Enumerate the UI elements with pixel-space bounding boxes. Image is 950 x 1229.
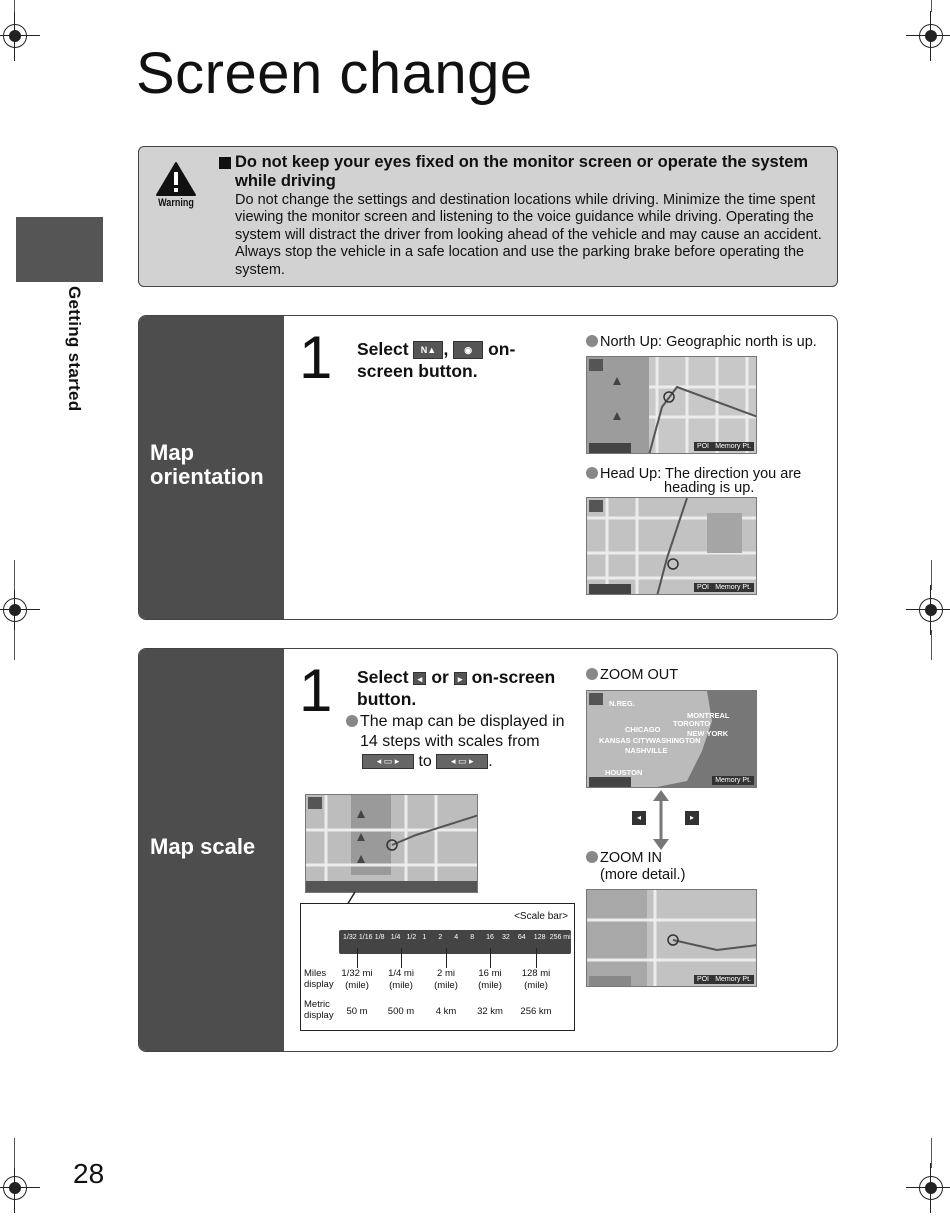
scale-note-line2: 14 steps with scales from [360, 733, 540, 750]
registration-mark-icon [914, 19, 948, 53]
heading-up-button-icon: ◉ [453, 341, 483, 359]
memory-point-button: Memory Pt. [712, 975, 754, 984]
gray-bullet-icon [586, 467, 598, 479]
map-illustration [587, 357, 757, 454]
miles-value: 128 mi (mile) [521, 968, 551, 991]
metric-value: 256 km [520, 1006, 552, 1017]
scale-bar-tick-label: 16 [486, 934, 494, 941]
section-label-column [139, 316, 284, 619]
scale-bar-tick-label: 1/2 [406, 934, 417, 941]
head-up-caption-line1: Head Up: The direction you are [600, 466, 802, 482]
map-illustration [587, 890, 757, 987]
scale-bar-tick-label: 1/4 [390, 934, 401, 941]
crop-line [14, 560, 15, 590]
scale-bar-diagram [300, 903, 575, 1031]
step-instruction [357, 666, 587, 710]
miles-value: 16 mi (mile) [478, 968, 502, 991]
scale-bar-tick-label: 8 [470, 934, 475, 941]
warning-heading: Do not keep your eyes fixed on the monitor screen or operate the system while driving [235, 153, 809, 190]
scale-pointer-line [401, 948, 402, 968]
zoom-in-text: ZOOM IN [600, 850, 663, 866]
crop-line [14, 630, 15, 660]
city-label: WASHINGTON [649, 736, 701, 745]
map-illustration [306, 795, 478, 893]
scale-bar-tick-label: 64 [517, 934, 526, 941]
crop-line [931, 630, 932, 660]
step-comma: , [443, 339, 449, 359]
map-illustration [587, 498, 757, 595]
north-up-button-icon: N▲ [413, 341, 443, 359]
miles-row-label: Miles display [304, 968, 334, 990]
city-label: NEW YORK [687, 729, 729, 738]
scale-bar-tick-label: 1 [422, 934, 427, 941]
crop-line [14, 0, 15, 12]
section-label-column [139, 649, 284, 1051]
gray-bullet-icon [346, 715, 358, 727]
north-up-map-image [586, 356, 757, 454]
crop-line [931, 560, 932, 590]
metric-value: 500 m [387, 1006, 415, 1017]
scale-bar-tick-label: 1/8 [374, 934, 385, 941]
crop-line [14, 1138, 15, 1168]
memory-point-button: Memory Pt. [712, 442, 754, 451]
gray-bullet-icon [586, 335, 598, 347]
north-up-caption [586, 334, 836, 350]
head-up-map-image [586, 497, 757, 595]
warning-body: Do not change the settings and destination locations while driving. Minimize the time spent viewing the monitor screen and listening to the voice guidance while driving. Operating the system will distract the driver from looking ahead of the vehicle and may cause an accident. Always stop the vehicle in a safe location and use the parking brake before operating the system. [235, 192, 822, 278]
warning-icon-group [153, 161, 199, 209]
step-select-text: Select [357, 339, 409, 359]
scale-note: The map can be displayed in 14 steps with scales from ◂ ▭ ▸ to ◂ ▭ ▸ . [346, 712, 565, 772]
metric-value: 32 km [477, 1006, 503, 1017]
zoom-out-map-image [586, 690, 757, 788]
scale-note-to: to [418, 753, 432, 770]
zoom-in-detail: (more detail.) [600, 867, 686, 883]
min-scale-icon: ◂ ▭ ▸ [362, 754, 414, 769]
registration-mark-icon [914, 1171, 948, 1205]
scale-bar-tick-label: 1/32 [343, 934, 357, 941]
city-label: NASHVILLE [625, 746, 668, 755]
scale-bar-tick-label: 1/16 [358, 934, 373, 941]
warning-triangle-icon [155, 161, 197, 197]
memory-point-button: Memory Pt. [712, 583, 754, 592]
zoom-in-button-icon: ▸ [454, 672, 467, 685]
crop-line [931, 1138, 932, 1168]
city-label: HOUSTON [605, 768, 643, 777]
step-select-text: Select [357, 667, 409, 687]
miles-value: 1/32 mi (mile) [341, 968, 373, 991]
step-rest-text: on-screen button. [357, 339, 516, 381]
metric-value: 4 km [435, 1006, 457, 1017]
page-number: 28 [73, 1158, 105, 1189]
scale-bar-title: <Scale bar> [514, 911, 568, 922]
city-label: MONTREAL [687, 711, 730, 720]
section-label: Map orientation [150, 440, 264, 489]
head-up-caption-line2: heading is up. [664, 480, 755, 496]
miles-value: 2 mi (mile) [434, 968, 458, 991]
square-bullet-icon [219, 157, 231, 169]
map-orientation-section [138, 315, 838, 620]
zoom-out-arrow-button-icon: ◂ [632, 811, 646, 825]
scale-bar-tick-label: 128 [533, 934, 546, 941]
scale-note-line1: The map can be displayed in [360, 713, 565, 730]
registration-mark-icon [914, 593, 948, 627]
poi-button: POI [694, 583, 712, 592]
zoom-out-button-icon: ◂ [413, 672, 426, 685]
miles-value: 1/4 mi (mile) [388, 968, 414, 991]
zoom-arrow-icon [651, 789, 671, 851]
gray-bullet-icon [586, 668, 598, 680]
scale-pointer-line [536, 948, 537, 968]
scale-bar-tick-label: 4 [454, 934, 459, 941]
zoom-out-text: ZOOM OUT [600, 667, 679, 683]
chapter-tab [16, 217, 103, 282]
scale-pointer-line [446, 948, 447, 968]
zoom-in-arrow-button-icon: ▸ [685, 811, 699, 825]
crop-line [931, 0, 932, 12]
scale-pointer-line [357, 948, 358, 968]
warning-box [138, 146, 838, 287]
zoom-out-caption [586, 667, 678, 683]
memory-point-button: Memory Pt. [712, 776, 754, 785]
registration-mark-icon [0, 1171, 32, 1205]
scale-bar-tick-label: 2 [438, 934, 443, 941]
north-up-caption-text: North Up: Geographic north is up. [600, 334, 817, 350]
city-label: CHICAGO [625, 725, 661, 734]
poi-button: POI [694, 442, 712, 451]
registration-mark-icon [0, 593, 32, 627]
scale-pointer-line [490, 948, 491, 968]
metric-row-label: Metric display [304, 999, 334, 1021]
max-scale-icon: ◂ ▭ ▸ [436, 754, 488, 769]
zoom-in-map-image [586, 889, 757, 987]
scale-map-image [305, 794, 478, 893]
scale-bar-tick-label: 256 mi [549, 934, 571, 941]
poi-button: POI [694, 975, 712, 984]
city-label: KANSAS CITY [599, 736, 650, 745]
chapter-label: Getting started [65, 286, 84, 412]
metric-value: 50 m [346, 1006, 368, 1017]
section-label: Map scale [150, 834, 256, 859]
warning-icon-label: Warning [158, 197, 194, 209]
step-instruction [357, 338, 567, 382]
gray-bullet-icon [586, 851, 598, 863]
step-number: 1 [299, 324, 333, 391]
step-or-text: or [431, 667, 449, 687]
page-title: Screen change [136, 41, 533, 106]
registration-mark-icon [0, 19, 32, 53]
zoom-in-caption [586, 850, 662, 866]
city-label: TORONTO [673, 719, 711, 728]
step-number: 1 [299, 657, 333, 724]
scale-bar-tick-label: 32 [502, 934, 510, 941]
step-rest-text: on-screen button. [357, 667, 556, 709]
city-label: N.REG. [609, 699, 635, 708]
